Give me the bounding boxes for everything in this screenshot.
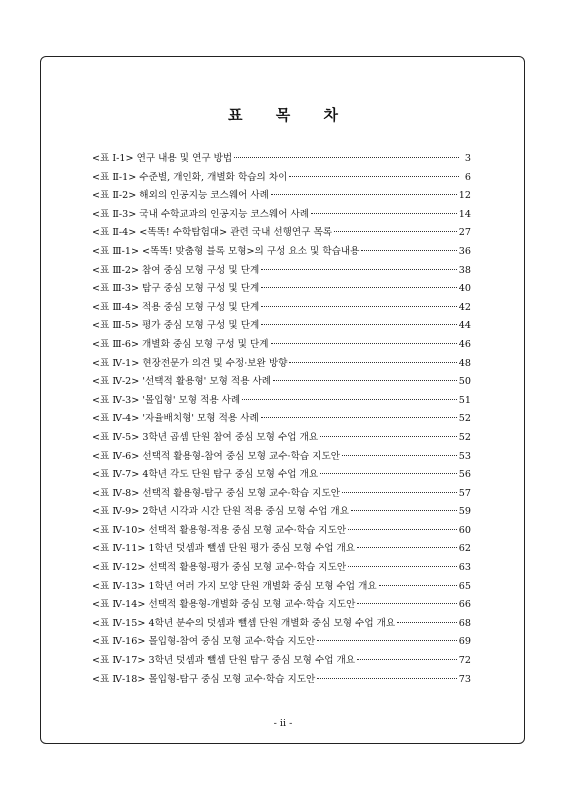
toc-entry-page: 46 <box>458 338 471 350</box>
toc-entry[interactable] <box>92 615 471 634</box>
toc-entry-label: <표 Ⅳ-16> 몰입형-참여 중심 모형 교수·학습 지도안 <box>92 636 316 648</box>
toc-entry-page: 27 <box>458 227 471 239</box>
toc-entry-label: <표 Ⅳ-3> '몰입형' 모형 적용 사례 <box>92 394 241 406</box>
dot-leader <box>317 678 457 679</box>
toc-entry[interactable] <box>92 652 471 671</box>
toc-entry[interactable] <box>92 224 471 243</box>
toc-entry-page: 44 <box>458 320 471 332</box>
dot-leader <box>273 380 457 381</box>
page-title: 표 목 차 <box>228 106 352 124</box>
toc-entry-label: <표 Ⅳ-12> 선택적 활용형-평가 중심 모형 교수·학습 지도안 <box>92 562 347 574</box>
toc-entry-label: <표 Ⅲ-6> 개별화 중심 모형 구성 및 단계 <box>92 338 269 350</box>
toc-entry-label: <표 Ⅳ-7> 4학년 각도 단원 탐구 중심 모형 수업 개요 <box>92 469 319 481</box>
table-of-tables-list <box>92 150 471 689</box>
toc-entry-label: <표 Ⅱ-2> 해외의 인공지능 코스웨어 사례 <box>92 190 269 202</box>
toc-entry-page: 72 <box>458 655 471 667</box>
toc-entry-page: 66 <box>458 599 471 611</box>
toc-entry-label: <표 Ⅲ-1> <똑똑! 맞춤형 블록 모형>의 구성 요소 및 학습내용 <box>92 245 360 257</box>
toc-entry[interactable] <box>92 429 471 448</box>
toc-entry-label: <표 Ⅳ-8> 선택적 활용형-탐구 중심 모형 교수·학습 지도안 <box>92 487 340 499</box>
toc-entry-label: <표 Ⅳ-14> 선택적 활용형-개별화 중심 모형 교수·학습 지도안 <box>92 599 356 611</box>
toc-entry-page: 60 <box>458 524 471 536</box>
toc-entry[interactable] <box>92 448 471 467</box>
dot-leader <box>234 157 459 158</box>
toc-entry[interactable] <box>92 336 471 355</box>
toc-entry-label: <표 Ⅳ-10> 선택적 활용형-적용 중심 모형 교수·학습 지도안 <box>92 524 347 536</box>
dot-leader <box>351 510 457 511</box>
dot-leader <box>317 640 457 641</box>
toc-entry[interactable] <box>92 559 471 578</box>
dot-leader <box>289 176 459 177</box>
toc-entry-label: <표 Ⅳ-1> 현장전문가 의견 및 수정·보완 방향 <box>92 357 288 369</box>
toc-entry[interactable] <box>92 410 471 429</box>
dot-leader <box>261 269 457 270</box>
toc-entry[interactable] <box>92 392 471 411</box>
toc-entry[interactable] <box>92 596 471 615</box>
toc-entry-label: <표 Ⅳ-11> 1학년 덧셈과 뺄셈 단원 평가 중심 모형 수업 개요 <box>92 543 356 555</box>
dot-leader <box>397 622 457 623</box>
toc-entry-page: 42 <box>458 301 471 313</box>
toc-entry-page: 51 <box>458 394 471 406</box>
dot-leader <box>271 194 457 195</box>
dot-leader <box>342 455 457 456</box>
toc-entry-page: 36 <box>458 245 471 257</box>
toc-entry[interactable] <box>92 150 471 169</box>
toc-entry-page: 12 <box>458 190 471 202</box>
toc-entry-page: 73 <box>458 673 471 685</box>
toc-entry[interactable] <box>92 578 471 597</box>
dot-leader <box>357 659 457 660</box>
dot-leader <box>261 287 457 288</box>
toc-entry-label: <표 Ⅱ-1> 수준별, 개인화, 개별화 학습의 차이 <box>92 171 288 183</box>
toc-entry-page: 50 <box>458 376 471 388</box>
dot-leader <box>261 324 457 325</box>
toc-entry-page: 3 <box>464 153 471 164</box>
toc-entry-label: <표 Ⅳ-5> 3학년 곱셈 단원 참여 중심 모형 수업 개요 <box>92 431 319 443</box>
page-number-footer: - ii - <box>273 718 293 729</box>
dot-leader <box>311 213 457 214</box>
toc-entry[interactable] <box>92 206 471 225</box>
dot-leader <box>261 417 457 418</box>
toc-entry[interactable] <box>92 466 471 485</box>
toc-entry-page: 48 <box>458 357 471 369</box>
toc-entry-label: <표 Ⅳ-13> 1학년 여러 가지 모양 단원 개별화 중심 모형 수업 개요 <box>92 580 377 592</box>
toc-entry-page: 62 <box>458 543 471 555</box>
toc-entry-page: 59 <box>458 506 471 518</box>
toc-entry[interactable] <box>92 243 471 262</box>
dot-leader <box>348 566 457 567</box>
toc-entry-page: 52 <box>458 431 471 443</box>
toc-entry-label: <표 Ⅱ-3> 국내 수학교과의 인공지능 코스웨어 사례 <box>92 208 310 220</box>
toc-entry-page: 6 <box>464 171 471 183</box>
toc-entry[interactable] <box>92 503 471 522</box>
toc-entry[interactable] <box>92 355 471 374</box>
toc-entry[interactable] <box>92 187 471 206</box>
toc-entry-page: 53 <box>458 450 471 462</box>
dot-leader <box>361 250 456 251</box>
dot-leader <box>342 492 457 493</box>
toc-entry-page: 69 <box>458 636 471 648</box>
toc-entry[interactable] <box>92 540 471 559</box>
toc-entry-label: <표 Ⅳ-18> 몰입형-탐구 중심 모형 교수·학습 지도안 <box>92 673 316 685</box>
toc-entry-label: <표 Ⅳ-2> '선택적 활용형' 모형 적용 사례 <box>92 376 272 388</box>
dot-leader <box>348 529 457 530</box>
toc-entry-page: 40 <box>458 283 471 295</box>
dot-leader <box>261 306 457 307</box>
toc-entry-label: <표 Ⅲ-5> 평가 중심 모형 구성 및 단계 <box>92 320 260 332</box>
toc-entry-page: 57 <box>458 487 471 499</box>
toc-entry-label: <표 Ⅳ-17> 3학년 덧셈과 뺄셈 단원 탐구 중심 모형 수업 개요 <box>92 655 356 667</box>
dot-leader <box>320 473 457 474</box>
dot-leader <box>271 343 457 344</box>
toc-entry[interactable] <box>92 169 471 188</box>
toc-entry-label: <표 Ⅲ-3> 탐구 중심 모형 구성 및 단계 <box>92 283 260 295</box>
toc-entry[interactable] <box>92 299 471 318</box>
toc-entry-label: <표 Ⅳ-4> '자율배치형' 모형 적용 사례 <box>92 413 259 425</box>
toc-entry-label: <표 Ⅱ-4> <똑똑! 수학탐험대> 관련 국내 선행연구 목록 <box>92 227 333 239</box>
dot-leader <box>242 399 457 400</box>
dot-leader <box>357 603 456 604</box>
toc-entry[interactable] <box>92 485 471 504</box>
toc-entry-label: <표 Ⅲ-2> 참여 중심 모형 구성 및 단계 <box>92 264 260 276</box>
dot-leader <box>379 585 457 586</box>
toc-entry-page: 14 <box>458 208 471 220</box>
toc-entry-label: <표 Ⅳ-15> 4학년 분수의 덧셈과 뺄셈 단원 개별화 중심 모형 수업 개요 <box>92 617 396 629</box>
toc-entry[interactable] <box>92 280 471 299</box>
toc-entry[interactable] <box>92 317 471 336</box>
toc-entry[interactable] <box>92 671 471 690</box>
toc-entry[interactable] <box>92 633 471 652</box>
toc-entry-label: <표 Ⅲ-4> 적용 중심 모형 구성 및 단계 <box>92 301 260 313</box>
toc-entry-page: 56 <box>458 469 471 481</box>
dot-leader <box>320 436 457 437</box>
toc-entry-page: 38 <box>458 264 471 276</box>
dot-leader <box>357 547 457 548</box>
toc-entry[interactable] <box>92 373 471 392</box>
dot-leader <box>289 362 456 363</box>
toc-entry[interactable] <box>92 522 471 541</box>
dot-leader <box>334 231 457 232</box>
toc-entry-page: 52 <box>458 413 471 425</box>
toc-entry-page: 68 <box>458 617 471 629</box>
toc-entry-label: <표 Ⅳ-6> 선택적 활용형-참여 중심 모형 교수·학습 지도안 <box>92 450 340 462</box>
toc-entry-label: <표 Ⅰ-1> 연구 내용 및 연구 방법 <box>92 153 233 164</box>
toc-entry-label: <표 Ⅳ-9> 2학년 시각과 시간 단원 적용 중심 모형 수업 개요 <box>92 506 349 518</box>
toc-entry[interactable] <box>92 262 471 281</box>
toc-entry-page: 65 <box>458 580 471 592</box>
toc-entry-page: 63 <box>458 562 471 574</box>
